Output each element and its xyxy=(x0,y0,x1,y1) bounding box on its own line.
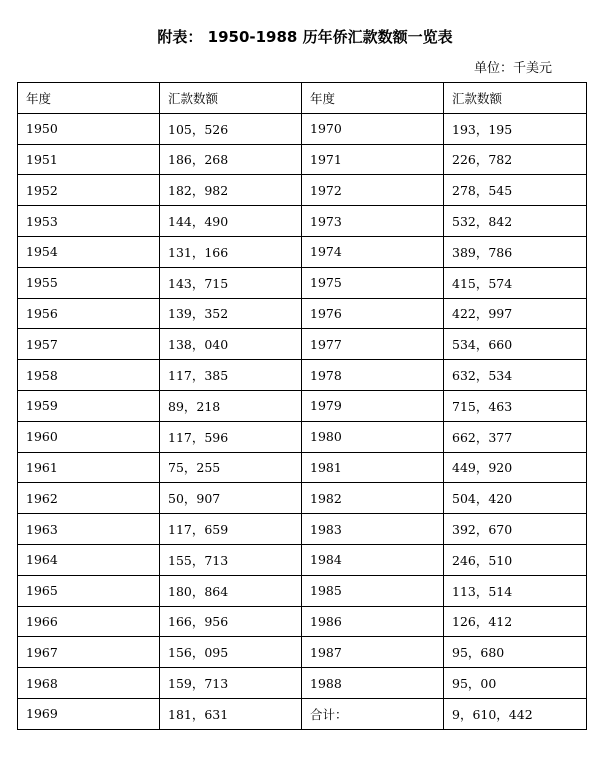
amount-right-cell: 715，463 xyxy=(444,390,587,421)
header-year-left: 年度 xyxy=(18,83,160,114)
table-row xyxy=(18,144,587,175)
year-right-cell: 1975 xyxy=(302,267,444,298)
year-left-cell: 1962 xyxy=(18,483,160,514)
amount-right-cell: 392，670 xyxy=(444,514,587,545)
table-row xyxy=(18,267,587,298)
year-right-cell: 1985 xyxy=(302,575,444,606)
amount-right-cell: 193，195 xyxy=(444,113,587,144)
amount-right-cell: 278，545 xyxy=(444,175,587,206)
amount-left-cell: 117，385 xyxy=(160,360,302,391)
year-left-cell: 1954 xyxy=(18,236,160,267)
year-right-cell: 1973 xyxy=(302,206,444,237)
year-right-cell: 合计： xyxy=(302,698,444,729)
amount-right-cell: 504，420 xyxy=(444,483,587,514)
year-left-cell: 1953 xyxy=(18,206,160,237)
year-left-cell: 1956 xyxy=(18,298,160,329)
unit-label: 单位：千美元 xyxy=(473,61,552,76)
year-left-cell: 1955 xyxy=(18,267,160,298)
year-left-cell: 1952 xyxy=(18,175,160,206)
year-right-cell: 1976 xyxy=(302,298,444,329)
year-right-cell: 1986 xyxy=(302,606,444,637)
year-left-cell: 1960 xyxy=(18,421,160,452)
year-left-cell: 1965 xyxy=(18,575,160,606)
amount-left-cell: 139，352 xyxy=(160,298,302,329)
amount-left-cell: 131，166 xyxy=(160,236,302,267)
year-right-cell: 1981 xyxy=(302,452,444,483)
header-amount-left: 汇款数额 xyxy=(160,83,302,114)
year-right-cell: 1972 xyxy=(302,175,444,206)
year-left-cell: 1966 xyxy=(18,606,160,637)
table-row xyxy=(18,698,587,729)
year-left-cell: 1964 xyxy=(18,544,160,575)
year-right-cell: 1987 xyxy=(302,637,444,668)
amount-left-cell: 155，713 xyxy=(160,544,302,575)
year-left-cell: 1967 xyxy=(18,637,160,668)
table-row xyxy=(18,113,587,144)
amount-right-cell: 226，782 xyxy=(444,144,587,175)
table-row xyxy=(18,544,587,575)
amount-left-cell: 181，631 xyxy=(160,698,302,729)
table-header-row xyxy=(18,83,587,114)
amount-right-cell: 389，786 xyxy=(444,236,587,267)
amount-left-cell: 50，907 xyxy=(160,483,302,514)
year-left-cell: 1959 xyxy=(18,390,160,421)
amount-right-cell: 126，412 xyxy=(444,606,587,637)
amount-left-cell: 75，255 xyxy=(160,452,302,483)
document-title: 附表： 1950-1988 历年侨汇款数额一览表 xyxy=(157,28,453,46)
year-right-cell: 1980 xyxy=(302,421,444,452)
amount-left-cell: 143，715 xyxy=(160,267,302,298)
table-row xyxy=(18,175,587,206)
amount-right-cell: 113，514 xyxy=(444,575,587,606)
table-row xyxy=(18,606,587,637)
amount-left-cell: 105，526 xyxy=(160,113,302,144)
amount-left-cell: 89，218 xyxy=(160,390,302,421)
year-left-cell: 1969 xyxy=(18,698,160,729)
amount-left-cell: 156，095 xyxy=(160,637,302,668)
amount-right-cell: 532，842 xyxy=(444,206,587,237)
table-row xyxy=(18,206,587,237)
header-year-right: 年度 xyxy=(302,83,444,114)
amount-left-cell: 117，659 xyxy=(160,514,302,545)
amount-right-cell: 449，920 xyxy=(444,452,587,483)
table-row xyxy=(18,637,587,668)
amount-left-cell: 117，596 xyxy=(160,421,302,452)
amount-right-cell: 95，00 xyxy=(444,668,587,699)
amount-right-cell: 246，510 xyxy=(444,544,587,575)
amount-left-cell: 182，982 xyxy=(160,175,302,206)
table-row xyxy=(18,421,587,452)
amount-right-cell: 534，660 xyxy=(444,329,587,360)
year-right-cell: 1974 xyxy=(302,236,444,267)
table-row xyxy=(18,483,587,514)
amount-left-cell: 138，040 xyxy=(160,329,302,360)
year-left-cell: 1958 xyxy=(18,360,160,391)
table-row xyxy=(18,360,587,391)
year-right-cell: 1970 xyxy=(302,113,444,144)
amount-left-cell: 180，864 xyxy=(160,575,302,606)
amount-left-cell: 159，713 xyxy=(160,668,302,699)
amount-right-cell: 9，610，442 xyxy=(444,698,587,729)
year-right-cell: 1984 xyxy=(302,544,444,575)
table-row xyxy=(18,236,587,267)
year-right-cell: 1977 xyxy=(302,329,444,360)
table-row xyxy=(18,390,587,421)
year-left-cell: 1957 xyxy=(18,329,160,360)
year-right-cell: 1971 xyxy=(302,144,444,175)
amount-left-cell: 166，956 xyxy=(160,606,302,637)
table-row xyxy=(18,514,587,545)
amount-right-cell: 415，574 xyxy=(444,267,587,298)
header-amount-right: 汇款数额 xyxy=(444,83,587,114)
year-right-cell: 1983 xyxy=(302,514,444,545)
amount-right-cell: 632，534 xyxy=(444,360,587,391)
year-right-cell: 1982 xyxy=(302,483,444,514)
year-left-cell: 1961 xyxy=(18,452,160,483)
year-right-cell: 1988 xyxy=(302,668,444,699)
table-row xyxy=(18,298,587,329)
year-right-cell: 1978 xyxy=(302,360,444,391)
amount-left-cell: 186，268 xyxy=(160,144,302,175)
table-row xyxy=(18,329,587,360)
year-right-cell: 1979 xyxy=(302,390,444,421)
amount-left-cell: 144，490 xyxy=(160,206,302,237)
year-left-cell: 1968 xyxy=(18,668,160,699)
year-left-cell: 1950 xyxy=(18,113,160,144)
year-left-cell: 1963 xyxy=(18,514,160,545)
amount-right-cell: 662，377 xyxy=(444,421,587,452)
table-row xyxy=(18,452,587,483)
year-left-cell: 1951 xyxy=(18,144,160,175)
amount-right-cell: 95，680 xyxy=(444,637,587,668)
remittance-table xyxy=(17,82,587,730)
table-row xyxy=(18,575,587,606)
amount-right-cell: 422，997 xyxy=(444,298,587,329)
table-row xyxy=(18,668,587,699)
